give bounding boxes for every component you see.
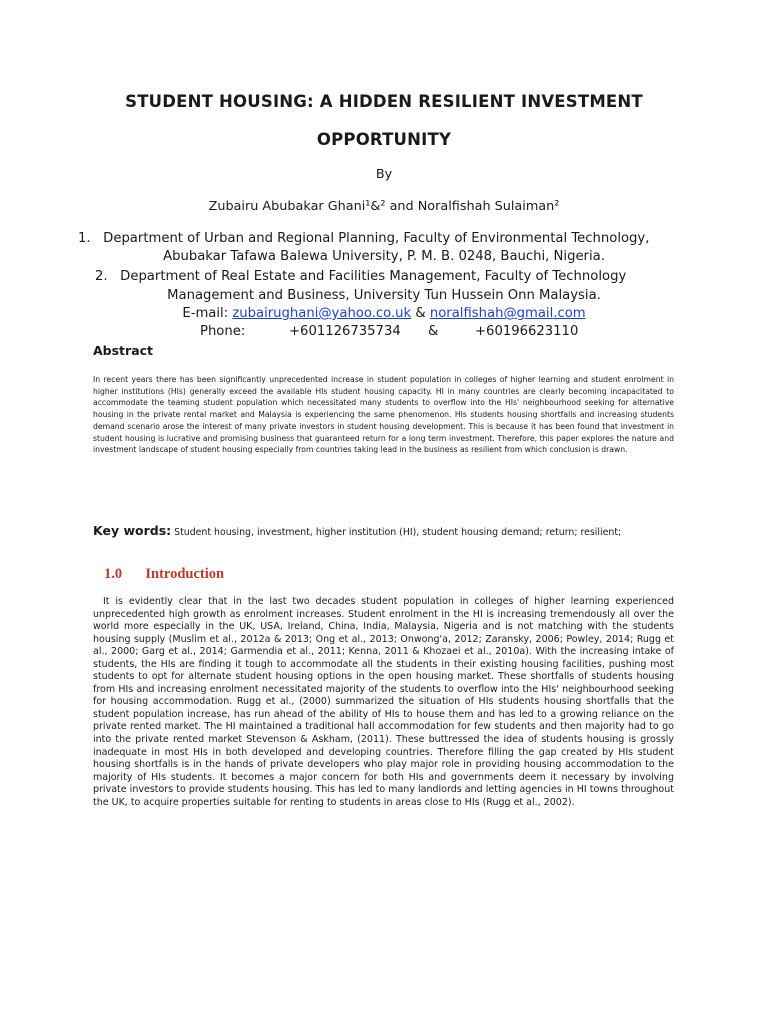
keywords-text: Student housing, investment, higher institution (HI), student housing demand; return; resilient; — [174, 527, 622, 538]
affiliation-2-line1: Department of Real Estate and Facilities Management, Faculty of Technology — [120, 269, 627, 284]
affiliation-1-cont: Abubakar Tafawa Balewa University, P. M. B. 0248, Bauchi, Nigeria. — [163, 249, 605, 264]
affiliation-1-number: 1. — [78, 231, 91, 246]
email-separator: & — [415, 306, 426, 321]
affiliation-1-line1: Department of Urban and Regional Planning, Faculty of Environmental Technology, — [103, 231, 650, 246]
authors-line: Zubairu Abubakar Ghani¹&² and Noralfishah Sulaiman² — [208, 199, 560, 214]
abstract-text: In recent years there has been significantly unprecedented increase in student population in colleges of higher learning and student enrolment in higher institutions (HIs) generally exceed the available HIs student housing capacity. HI in many countries are clearly becoming incapacitated to accommodate the teaming student population which necessitated many students to overflow into the HIs' neighbourhood seeking for alternative housing in the private rental market and Malaysia is experiencing the same phenomenon. HIs students housing shortfalls and increasing students demand scenario arose the interest of many private investors in student housing development. This is because it has been found that investment in student housing is lucrative and promising business that guaranteed return for a long term investment. Therefore, this paper explores the nature and investment landscape of student housing especially from countries taking lead in the business as resilient from which conclusion is drawn. — [93, 375, 674, 455]
email-label: E-mail: — [182, 306, 229, 321]
email-link-2[interactable]: noralfishah@gmail.com — [429, 306, 586, 321]
affiliation-2-number: 2. — [95, 269, 108, 284]
email-link-1[interactable]: zubairughani@yahoo.co.uk — [232, 306, 412, 321]
paper-title-line2: OPPORTUNITY — [316, 130, 452, 149]
phone-number-2: +60196623110 — [475, 324, 579, 339]
affiliation-2 — [95, 267, 715, 287]
introduction-text: It is evidently clear that in the last two decades student population in colleges of higher learning experienced unprecedented high growth as enrolment increases. Student enrolment in the HI is increasing tremendously all over the world more especially in the UK, USA, Ireland, China, India, Malaysia, Nigeria and is not matching with the students housing supply (Muslim et al., 2012a & 2013; Ong et al., 2013; Onwong'a, 2012; Zaransky, 2006; Powley, 2014; Rugg et al., 2000; Garg et al., 2014; Garmendia et al., 2011; Kenna, 2011 & Khozaei et al., 2010a). With the increasing intake of students, the HIs are finding it tough to accommodate all the students in their existing housing facilities, pushing most students to opt for alternate student housing options in the open housing market. These shortfalls of students housing from HIs and increasing enrolment necessitated majority of the students to overflow into the HIs' neighbourhood seeking for housing accommodation. Rugg et al., (2000) summarized the situation of HIs students housing shortfalls that the student population increase, has run ahead of the ability of HIs to house them and has led to a growing reliance on the private rented market. The HI maintained a traditional hall accommodation for few students and then majority had to go into the private rented market Stevenson & Askham, (2011). These buttressed the idea of students housing is grossly inadequate in most HIs in both developed and developing countries. Therefore filling the gap created by HIs student housing shortfalls is in the hands of private developers who play major role in providing housing accommodation to the majority of HIs students. It becomes a major concern for both HIs and governments deem it necessary by involving private investors to provide students housing. This has led to many landlords and letting agencies in HI towns throughout the UK, to acquire properties suitable for renting to students in areas close to HIs (Rugg et al., 2002). — [93, 596, 674, 808]
phone-separator: & — [428, 324, 439, 339]
affiliation-2-cont: Management and Business, University Tun Hussein Onn Malaysia. — [167, 288, 601, 303]
keywords-label: Key words: — [93, 523, 172, 538]
paper-title-line1: STUDENT HOUSING: A HIDDEN RESILIENT INVESTMENT — [125, 92, 643, 111]
introduction-paragraph — [93, 596, 674, 809]
affiliation-1 — [78, 229, 698, 249]
by-label: By — [375, 167, 393, 182]
section-number: 1.0 — [104, 566, 123, 582]
keywords — [93, 523, 674, 541]
section-heading-introduction — [104, 566, 224, 583]
section-title: Introduction — [145, 566, 225, 582]
phone-label: Phone: — [200, 324, 246, 339]
abstract-heading: Abstract — [93, 343, 154, 358]
email-line — [0, 304, 768, 324]
phone-number-1: +601126735734 — [289, 324, 401, 339]
